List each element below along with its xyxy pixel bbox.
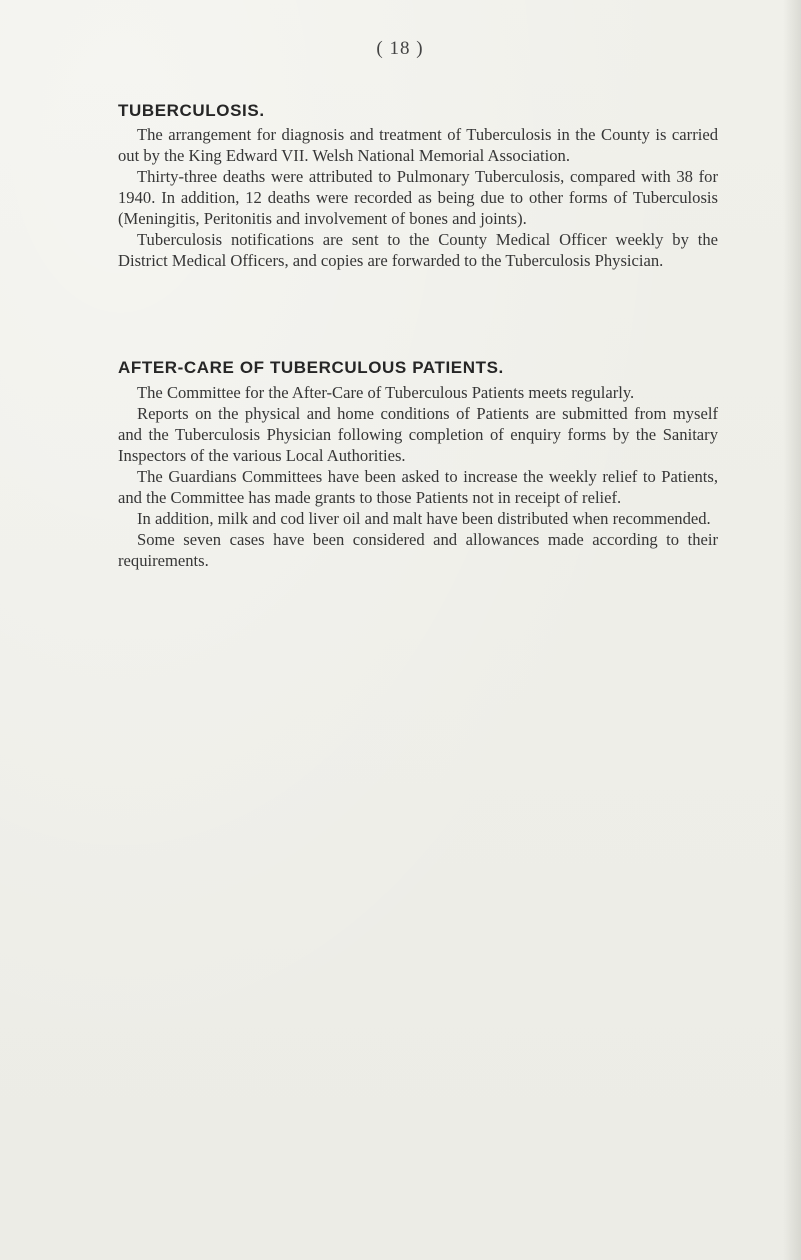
section-after-care-body — [118, 382, 718, 571]
section-heading-tuberculosis: TUBERCULOSIS. — [118, 101, 265, 120]
section-tuberculosis-body — [118, 124, 718, 271]
paragraph: Thirty-three deaths were attributed to Pulmonary Tuberculosis, compared with 38 for 1940. In addition, 12 deaths were recorded as being due to other forms of Tuberculosis (Meningitis, Peritonitis and involvement of bones and joints). — [118, 167, 718, 228]
paragraph: Some seven cases have been considered and allowances made according to their requirements. — [118, 530, 718, 570]
paragraph: In addition, milk and cod liver oil and malt have been distributed when recommended. — [137, 509, 711, 528]
paragraph: Tuberculosis notifications are sent to the County Medical Officer weekly by the District Medical Officers, and copies are forwarded to the Tuberculosis Physician. — [118, 230, 718, 270]
paragraph: The arrangement for diagnosis and treatment of Tuberculosis in the County is carried out by the King Edward VII. Welsh National Memorial Association. — [118, 125, 718, 165]
page-edge-shadow — [783, 0, 801, 1260]
section-heading-after-care: AFTER-CARE OF TUBERCULOUS PATIENTS. — [118, 358, 504, 377]
page-number: ( 18 ) — [376, 38, 424, 59]
paragraph: The Committee for the After-Care of Tuberculous Patients meets regularly. — [137, 383, 635, 402]
paragraph: The Guardians Committees have been asked to increase the weekly relief to Patients, and the Committee has made grants to those Patients not in receipt of relief. — [118, 467, 718, 507]
paragraph: Reports on the physical and home conditions of Patients are submitted from myself and the Tuberculosis Physician following completion of enquiry forms by the Sanitary Inspectors of the various Local Authorities. — [118, 404, 718, 465]
